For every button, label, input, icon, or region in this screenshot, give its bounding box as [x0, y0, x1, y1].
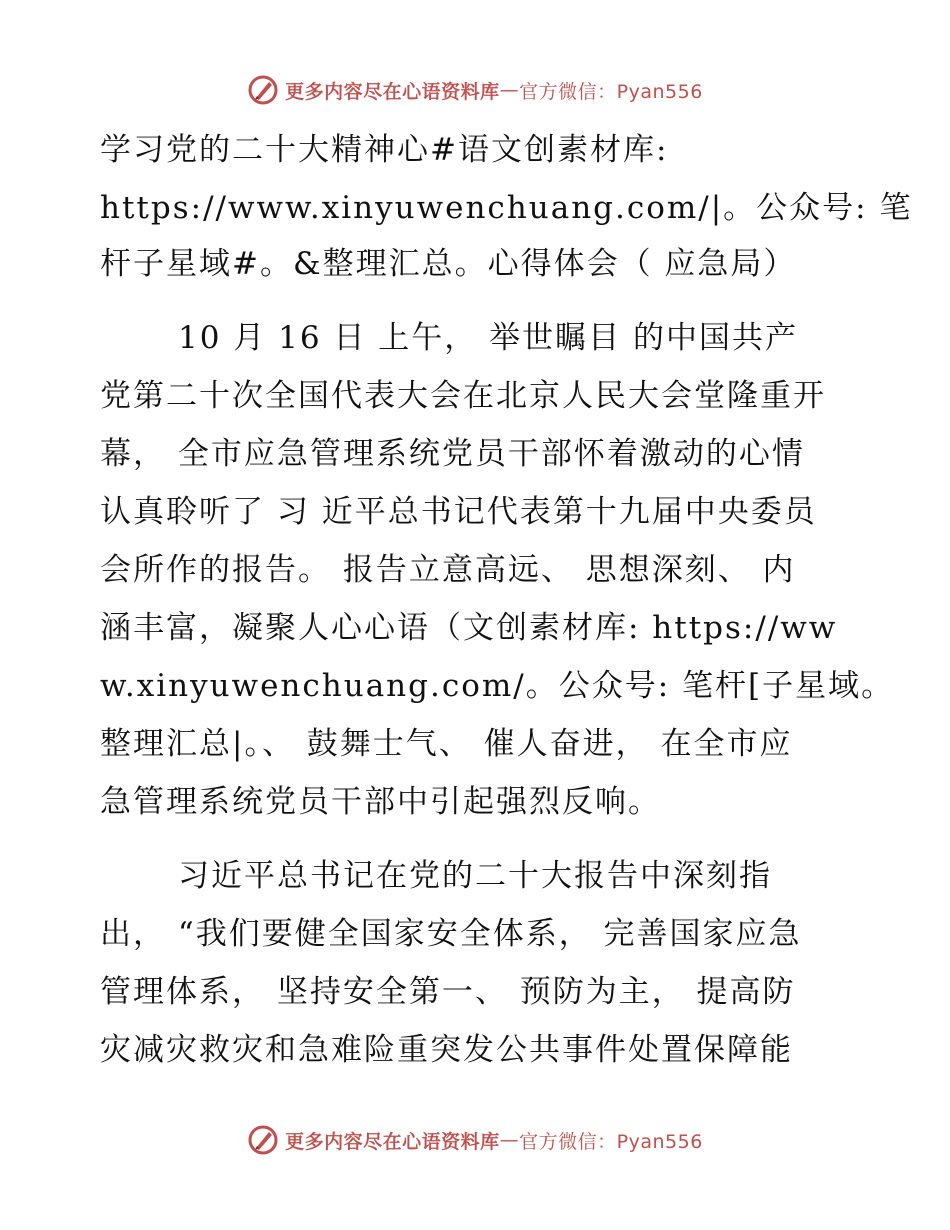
text-line: 认真聆听了 习 近平总书记代表第十九届中央委员 [100, 494, 817, 530]
text-line: 杆子星域#。&整理汇总。心得体会（ 应急局） [100, 246, 797, 282]
text-line: 10 月 16 日 上午， 举世瞩目 的中国共产 [178, 320, 799, 356]
text-line: 党第二十次全国代表大会在北京人民大会堂隆重开 [100, 378, 826, 414]
text-line: w.xinyuwenchuang.com/。公众号: 笔杆[子星域。 [100, 668, 895, 704]
text-line: 涵丰富，凝聚人心心语（文创素材库: https://ww [100, 610, 838, 646]
pen-logo-icon [247, 1124, 279, 1156]
banner-dash: — [499, 1129, 520, 1151]
banner-title: 更多内容尽在心语资料库 [285, 1130, 500, 1153]
header-banner [0, 70, 950, 110]
banner-wechat: 官方微信：Pyan556 [519, 80, 703, 103]
text-line: 幕， 全市应急管理系统党员干部怀着激动的心情 [100, 436, 805, 472]
pen-logo-icon [247, 74, 279, 106]
footer-banner [0, 1120, 950, 1160]
text-line: 管理体系， 坚持安全第一、 预防为主， 提高防 [100, 974, 796, 1010]
text-line: 学习党的二十大精神心#语文创素材库: [100, 132, 669, 168]
banner-dash: — [499, 79, 520, 101]
text-line: 会所作的报告。 报告立意高远、 思想深刻、 内 [100, 552, 796, 588]
text-line: https://www.xinyuwenchuang.com/|。公众号: 笔 [100, 190, 913, 226]
text-line: 出， “我们要健全国家安全体系， 完善国家应急 [100, 916, 802, 952]
text-line: 急管理系统党员干部中引起强烈反响。 [100, 784, 661, 820]
banner-title: 更多内容尽在心语资料库 [285, 80, 500, 103]
text-line: 灾减灾救灾和急难险重突发公共事件处置保障能 [100, 1032, 793, 1068]
text-line: 习近平总书记在党的二十大报告中深刻指 [178, 858, 772, 894]
banner-wechat: 官方微信：Pyan556 [519, 1130, 703, 1153]
text-line: 整理汇总|。、 鼓舞士气、 催人奋进， 在全市应 [100, 726, 793, 762]
